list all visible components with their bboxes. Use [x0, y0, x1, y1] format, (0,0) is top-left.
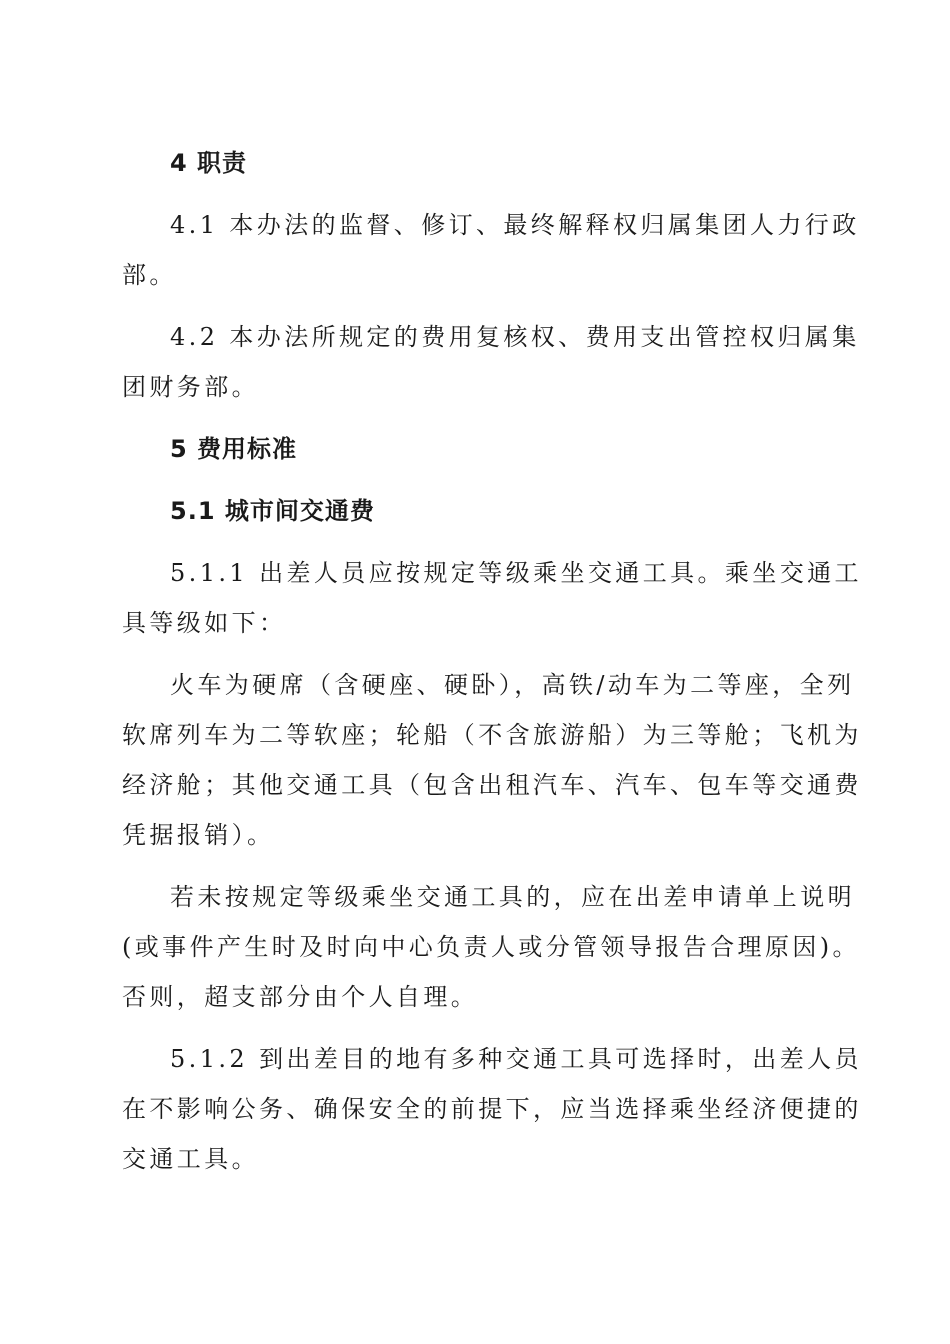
paragraph-transport-line-4: 凭据报销）。: [122, 821, 275, 849]
paragraph-4-1-line-1: 4.1 本办法的监督、修订、最终解释权归属集团人力行政: [170, 211, 860, 239]
paragraph-exception-line-1: 若未按规定等级乘坐交通工具的，应在出差申请单上说明: [170, 883, 855, 911]
paragraph-5-1-2-line-3: 交通工具。: [122, 1145, 259, 1173]
paragraph-5-1-2-line-2: 在不影响公务、确保安全的前提下，应当选择乘坐经济便捷的: [122, 1095, 862, 1123]
paragraph-transport-line-2: 软席列车为二等软座；轮船（不含旅游船）为三等舱；飞机为: [122, 721, 862, 749]
paragraph-transport-line-1: 火车为硬席（含硬座、硬卧），高铁/动车为二等座，全列: [170, 671, 855, 699]
paragraph-4-2-line-1: 4.2 本办法所规定的费用复核权、费用支出管控权归属集: [170, 323, 860, 351]
paragraph-4-2-line-2: 团财务部。: [122, 373, 259, 401]
paragraph-exception-line-2: (或事件产生时及时向中心负责人或分管领导报告合理原因)。: [122, 933, 860, 961]
paragraph-5-1-2-line-1: 5.1.2 到出差目的地有多种交通工具可选择时，出差人员: [170, 1045, 862, 1073]
paragraph-exception-line-3: 否则，超支部分由个人自理。: [122, 983, 479, 1011]
paragraph-transport-line-3: 经济舱；其他交通工具（包含出租汽车、汽车、包车等交通费: [122, 771, 862, 799]
paragraph-4-1-line-2: 部。: [122, 261, 177, 289]
section-heading-4: 4 职责: [170, 149, 248, 177]
subsection-heading-5-1: 5.1 城市间交通费: [170, 497, 375, 525]
paragraph-5-1-1-line-2: 具等级如下：: [122, 609, 287, 637]
paragraph-5-1-1-line-1: 5.1.1 出差人员应按规定等级乘坐交通工具。乘坐交通工: [170, 559, 862, 587]
section-heading-5: 5 费用标准: [170, 435, 298, 463]
